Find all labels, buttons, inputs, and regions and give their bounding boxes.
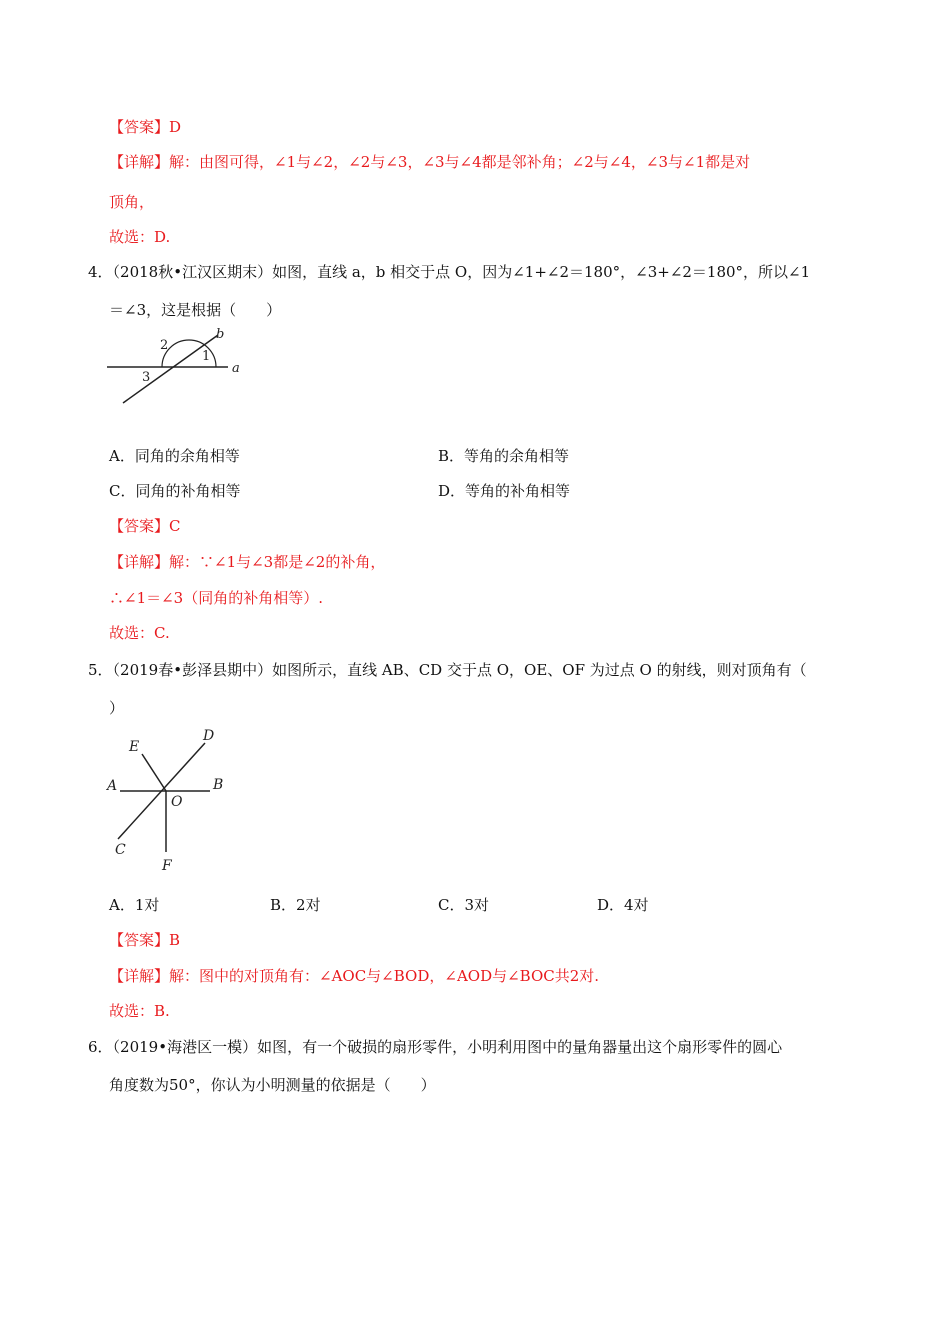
question-6-stem-continued: 角度数为50°，你认为小明测量的依据是（ ） bbox=[109, 1076, 436, 1094]
answer-label: 【答案】B bbox=[109, 931, 181, 949]
question-4-stem-continued: ＝∠3，这是根据（ ） bbox=[109, 301, 282, 319]
detail-text: 【详解】解：图中的对顶角有：∠AOC与∠BOD，∠AOD与∠BOC共2对. bbox=[109, 967, 600, 985]
figure-label-D: D bbox=[203, 728, 215, 744]
question-4-stem: 4．（2018秋•江汉区期末）如图，直线 a，b 相交于点 O，因为∠1+∠2＝180°，∠3+∠2＝180°，所以∠1 bbox=[88, 263, 811, 281]
option-c: C．同角的补角相等 bbox=[109, 482, 241, 500]
question-5-stem-continued: ） bbox=[109, 699, 125, 717]
figure-label-b: b bbox=[216, 327, 225, 342]
question-5-stem: 5．（2019春•彭泽县期中）如图所示，直线 AB、CD 交于点 O，OE、OF 为过点 O 的射线，则对顶角有（ bbox=[88, 661, 807, 679]
figure-label-A: A bbox=[107, 778, 118, 794]
answer-label: 【答案】D bbox=[109, 118, 182, 136]
choose-text: 故选：C. bbox=[109, 624, 170, 642]
figure-label-a: a bbox=[232, 361, 240, 376]
figure-label-1: 1 bbox=[202, 349, 211, 364]
detail-text-continued: ∴∠1＝∠3（同角的补角相等）. bbox=[109, 589, 323, 607]
figure-label-B: B bbox=[213, 777, 224, 793]
option-c: C．3对 bbox=[438, 896, 490, 914]
answer-label: 【答案】C bbox=[109, 517, 181, 535]
choose-text: 故选：B. bbox=[109, 1002, 170, 1020]
figure-label-C: C bbox=[115, 842, 126, 858]
figure-label-3: 3 bbox=[142, 370, 151, 385]
figure-label-2: 2 bbox=[160, 338, 169, 353]
question-6-stem: 6．（2019•海港区一模）如图，有一个破损的扇形零件，小明利用图中的量角器量出这个扇形零件的圆心 bbox=[88, 1038, 783, 1056]
figure-label-E: E bbox=[129, 739, 140, 755]
detail-text-continued: 顶角， bbox=[109, 193, 155, 211]
detail-text: 【详解】解：由图可得，∠1与∠2，∠2与∠3，∠3与∠4都是邻补角；∠2与∠4，∠3与∠1都是对 bbox=[109, 153, 751, 171]
option-a: A．1对 bbox=[109, 896, 160, 914]
detail-text: 【详解】解：∵∠1与∠3都是∠2的补角， bbox=[109, 553, 386, 571]
question-4-figure bbox=[100, 322, 260, 412]
option-d: D．4对 bbox=[597, 896, 649, 914]
figure-label-F: F bbox=[162, 858, 172, 874]
option-b: B．2对 bbox=[270, 896, 321, 914]
option-d: D．等角的补角相等 bbox=[438, 482, 571, 500]
figure-label-O: O bbox=[171, 794, 183, 810]
question-5-figure bbox=[100, 722, 240, 877]
choose-text: 故选：D. bbox=[109, 228, 171, 246]
option-b: B．等角的余角相等 bbox=[438, 447, 570, 465]
option-a: A．同角的余角相等 bbox=[109, 447, 240, 465]
